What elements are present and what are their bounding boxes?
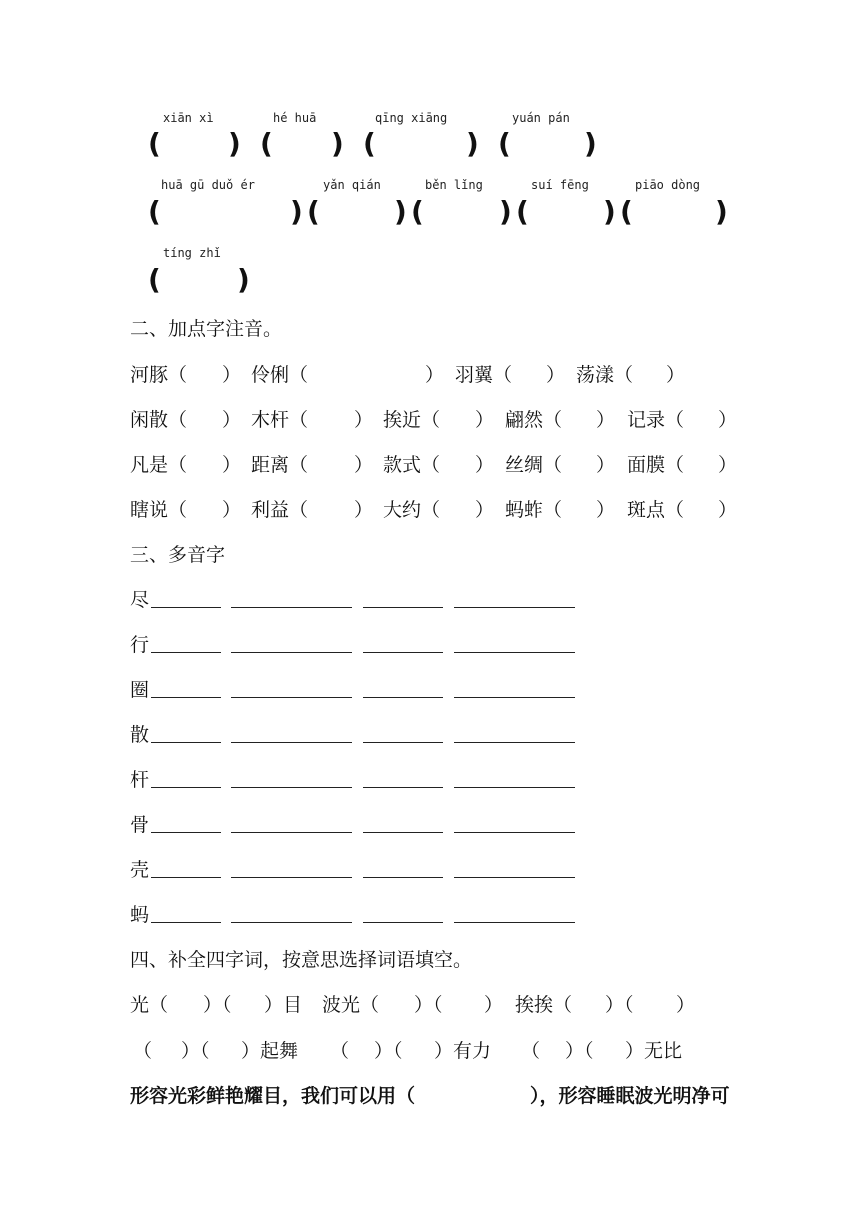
polyphone-char: 壳: [130, 859, 150, 881]
idiom-part: ）目: [264, 994, 303, 1016]
word-item: 木杆（: [251, 409, 309, 431]
word-item: 面膜（: [627, 454, 685, 476]
word-item: 闲散（: [130, 409, 188, 431]
answer-bracket-close: ): [394, 195, 407, 228]
answer-line[interactable]: [231, 832, 352, 833]
idiom-part: ）（: [414, 994, 443, 1016]
pinyin-label: qīng xiāng: [375, 111, 448, 125]
answer-bracket-open: (: [260, 127, 273, 160]
bracket-close: ）: [718, 454, 738, 476]
polyphone-char: 行: [130, 634, 150, 656]
bracket-close: ）: [354, 409, 374, 431]
polyphone-char: 圈: [130, 679, 150, 701]
answer-line[interactable]: [363, 922, 443, 923]
answer-bracket-close: ): [466, 127, 479, 160]
answer-line[interactable]: [363, 787, 443, 788]
word-item: 大约（: [383, 499, 441, 521]
fill-sentence-start: 形容光彩鲜艳耀目，我们可以用（: [130, 1085, 416, 1107]
polyphone-char: 骨: [130, 814, 150, 836]
answer-line[interactable]: [231, 742, 352, 743]
answer-line[interactable]: [363, 742, 443, 743]
pinyin-label: piāo dòng: [635, 178, 701, 192]
answer-line[interactable]: [151, 922, 221, 923]
answer-line[interactable]: [151, 832, 221, 833]
pinyin-label: suí fēng: [531, 178, 589, 192]
bracket-close: ）: [475, 454, 495, 476]
bracket-close: ）: [596, 454, 616, 476]
bracket-close: ）: [222, 409, 242, 431]
bracket-close: ）: [354, 454, 374, 476]
pinyin-label: yǎn qián: [323, 178, 381, 192]
answer-bracket-close: ): [584, 127, 597, 160]
answer-line[interactable]: [363, 832, 443, 833]
answer-bracket-open: (: [516, 195, 529, 228]
answer-bracket-open: (: [148, 195, 161, 228]
idiom-part: ）（: [181, 1040, 210, 1062]
answer-bracket-open: (: [498, 127, 511, 160]
answer-bracket-open: (: [411, 195, 424, 228]
bracket-close: ）: [718, 409, 738, 431]
idiom-part: （: [133, 1040, 153, 1062]
idiom-part: 光（: [130, 994, 169, 1016]
idiom-part: ）（: [374, 1040, 403, 1062]
idiom-part: ）: [676, 994, 696, 1016]
bracket-close: ）: [718, 499, 738, 521]
idiom-part: 挨挨（: [515, 994, 573, 1016]
answer-bracket-open: (: [148, 263, 161, 296]
idiom-part: ）: [484, 994, 504, 1016]
answer-line[interactable]: [454, 832, 575, 833]
answer-line[interactable]: [454, 607, 575, 608]
bracket-close: ）: [596, 409, 616, 431]
answer-line[interactable]: [363, 697, 443, 698]
idiom-part: ）有力: [434, 1040, 492, 1062]
answer-line[interactable]: [231, 697, 352, 698]
answer-bracket-close: ): [331, 127, 344, 160]
idiom-part: （: [521, 1040, 541, 1062]
section-title: 四、补全四字词，按意思选择词语填空。: [130, 949, 473, 971]
word-item: 丝绸（: [505, 454, 563, 476]
word-item: 蚂蚱（: [505, 499, 563, 521]
idiom-part: ）（: [565, 1040, 594, 1062]
bracket-close: ）: [425, 364, 445, 386]
answer-line[interactable]: [363, 607, 443, 608]
answer-line[interactable]: [454, 877, 575, 878]
bracket-close: ）: [546, 364, 566, 386]
bracket-close: ）: [222, 499, 242, 521]
answer-line[interactable]: [151, 607, 221, 608]
word-item: 斑点（: [627, 499, 685, 521]
answer-bracket-open: (: [620, 195, 633, 228]
answer-line[interactable]: [151, 697, 221, 698]
answer-line[interactable]: [363, 652, 443, 653]
section-title: 二、加点字注音。: [130, 318, 283, 340]
answer-line[interactable]: [454, 652, 575, 653]
pinyin-label: hé huā: [273, 111, 317, 125]
fill-sentence-end: ），形容睡眠波光明净可: [530, 1085, 730, 1107]
word-item: 记录（: [627, 409, 685, 431]
bracket-close: ）: [222, 364, 242, 386]
answer-line[interactable]: [454, 742, 575, 743]
idiom-part: ）无比: [625, 1040, 683, 1062]
pinyin-label: běn lǐng: [425, 178, 483, 192]
pinyin-label: tíng zhǐ: [163, 246, 221, 260]
polyphone-char: 蚂: [130, 904, 150, 926]
answer-bracket-close: ): [715, 195, 728, 228]
answer-line[interactable]: [151, 877, 221, 878]
answer-bracket-open: (: [363, 127, 376, 160]
answer-line[interactable]: [231, 877, 352, 878]
word-item: 伶俐（: [251, 364, 309, 386]
bracket-close: ）: [222, 454, 242, 476]
word-item: 荡漾（: [576, 364, 634, 386]
pinyin-label: yuán pán: [512, 111, 570, 125]
pinyin-label: xiān xì: [163, 111, 214, 125]
word-item: 利益（: [251, 499, 309, 521]
idiom-part: ）（: [203, 994, 232, 1016]
word-item: 挨近（: [383, 409, 441, 431]
idiom-part: ）起舞: [241, 1040, 299, 1062]
answer-line[interactable]: [454, 922, 575, 923]
pinyin-label: huā gū duǒ ér: [161, 178, 255, 192]
answer-bracket-open: (: [307, 195, 320, 228]
answer-bracket-close: ): [237, 263, 250, 296]
section-title: 三、多音字: [130, 544, 226, 566]
word-item: 河豚（: [130, 364, 188, 386]
word-item: 凡是（: [130, 454, 188, 476]
answer-line[interactable]: [454, 697, 575, 698]
bracket-close: ）: [596, 499, 616, 521]
idiom-part: 波光（: [322, 994, 380, 1016]
bracket-close: ）: [475, 409, 495, 431]
answer-bracket-open: (: [148, 127, 161, 160]
answer-line[interactable]: [454, 787, 575, 788]
polyphone-char: 散: [130, 724, 150, 746]
idiom-part: ）（: [605, 994, 634, 1016]
answer-bracket-close: ): [603, 195, 616, 228]
polyphone-char: 尽: [130, 589, 150, 611]
answer-line[interactable]: [231, 652, 352, 653]
answer-line[interactable]: [151, 787, 221, 788]
answer-bracket-close: ): [290, 195, 303, 228]
bracket-close: ）: [354, 499, 374, 521]
answer-bracket-close: ): [499, 195, 512, 228]
idiom-part: （: [330, 1040, 350, 1062]
word-item: 瞎说（: [130, 499, 188, 521]
answer-line[interactable]: [231, 922, 352, 923]
bracket-close: ）: [475, 499, 495, 521]
word-item: 款式（: [383, 454, 441, 476]
word-item: 距离（: [251, 454, 309, 476]
word-item: 翩然（: [505, 409, 563, 431]
bracket-close: ）: [666, 364, 686, 386]
polyphone-char: 杆: [130, 769, 150, 791]
word-item: 羽翼（: [455, 364, 513, 386]
answer-line[interactable]: [363, 877, 443, 878]
answer-line[interactable]: [151, 742, 221, 743]
answer-line[interactable]: [151, 652, 221, 653]
answer-bracket-close: ): [228, 127, 241, 160]
answer-line[interactable]: [231, 787, 352, 788]
answer-line[interactable]: [231, 607, 352, 608]
